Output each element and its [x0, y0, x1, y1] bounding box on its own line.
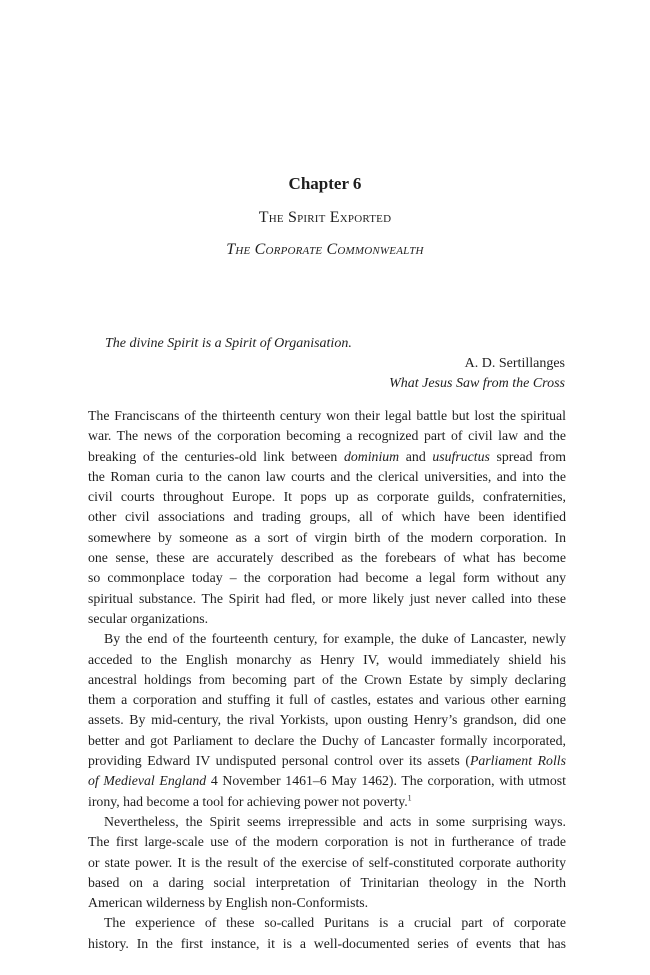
- text-line: ancestral holdings from becoming part of the Crown Estate by simply declaring: [88, 671, 566, 687]
- citation-title: Parliament Rolls: [469, 753, 566, 769]
- citation-title-cont: of Medieval England: [88, 773, 207, 789]
- text-line: The experience of these so-called Puritans is a crucial part of corporate: [104, 915, 566, 931]
- text-run: breaking of the centuries-old link between: [88, 448, 344, 464]
- text-line: the Roman curia to the canon law courts and the clerical universities, and into the: [88, 468, 566, 484]
- text-line: secular organizations.: [88, 610, 209, 626]
- emphasis-dominium: dominium: [343, 448, 400, 464]
- text-line: so commonplace today – the corporation had become a legal form without any: [88, 570, 566, 586]
- text-line: based on a daring social interpretation of Trinitarian theology in the North: [88, 874, 566, 890]
- text-line: acceded to the English monarchy as Henry IV, would immediately shield his: [88, 651, 566, 667]
- text-run: 4 November 1461–6 May 1462). The corporation, with utmost: [206, 773, 566, 789]
- text-line: Nevertheless, the Spirit seems irrepressible and acts in some surprising ways.: [104, 813, 566, 829]
- text-line: history. In the first instance, it is a well-documented series of events that has: [88, 935, 566, 951]
- text-line: [88, 771, 566, 791]
- text-line: somewhere by someone as a sort of virgin birth of the modern corporation. In: [88, 529, 566, 545]
- text-line: [88, 751, 566, 771]
- text-line: The first large-scale use of the modern corporation is not in furtherance of trade: [88, 834, 566, 850]
- paragraph-1: [88, 406, 566, 629]
- chapter-subtitle: The Corporate Commonwealth: [226, 241, 424, 258]
- epigraph-source: What Jesus Saw from the Cross: [389, 376, 565, 391]
- text-line: spiritual substance. The Spirit had fled, or more likely just never called into these: [88, 590, 566, 606]
- footnote-marker[interactable]: 1: [407, 793, 412, 803]
- text-line: other civil associations and trading groups, all of which have been identified: [88, 509, 566, 525]
- text-line: [88, 447, 566, 467]
- emphasis-usufructus: usufructus: [432, 448, 490, 464]
- text-line: assets. By mid-century, the rival Yorkists, upon ousting Henry’s grandson, did one: [88, 712, 566, 728]
- epigraph-author: A. D. Sertillanges: [464, 356, 565, 371]
- paragraph-2: [88, 629, 566, 812]
- text-line: war. The news of the corporation becoming a recognized part of civil law and the: [88, 428, 566, 444]
- text-line: The Franciscans of the thirteenth century won their legal battle but lost the spiritual: [88, 408, 566, 423]
- text-line: or state power. It is the result of the exercise of self-constituted corporate authority: [88, 854, 566, 870]
- text-line: them a corporation and stuffing it full of castles, estates and various other earning: [88, 692, 566, 708]
- epigraph-quote: The divine Spirit is a Spirit of Organisation.: [105, 336, 352, 351]
- paragraph-4: [88, 913, 566, 954]
- text-line: one sense, these are accurately described as the forebears of what has become: [88, 550, 566, 566]
- chapter-title: The Spirit Exported: [258, 209, 392, 226]
- text-run: spread from: [489, 448, 566, 464]
- paragraph-3: [88, 812, 566, 913]
- text-line: civil courts throughout Europe. It pops up as corporate guilds, confraternities,: [88, 489, 566, 505]
- text-run: providing Edward IV undisputed personal control over its assets (: [88, 753, 470, 769]
- body-text: [88, 406, 566, 954]
- chapter-number: Chapter 6: [288, 174, 362, 193]
- text-line: [88, 792, 566, 812]
- text-line: By the end of the fourteenth century, for example, the duke of Lancaster, newly: [104, 631, 566, 647]
- text-line: better and got Parliament to declare the Duchy of Lancaster formally incorporated,: [88, 732, 566, 748]
- text-run: and: [399, 448, 433, 464]
- text-line: American wilderness by English non-Conformists.: [88, 895, 369, 911]
- text-run: irony, had become a tool for achieving power not poverty.: [88, 793, 408, 809]
